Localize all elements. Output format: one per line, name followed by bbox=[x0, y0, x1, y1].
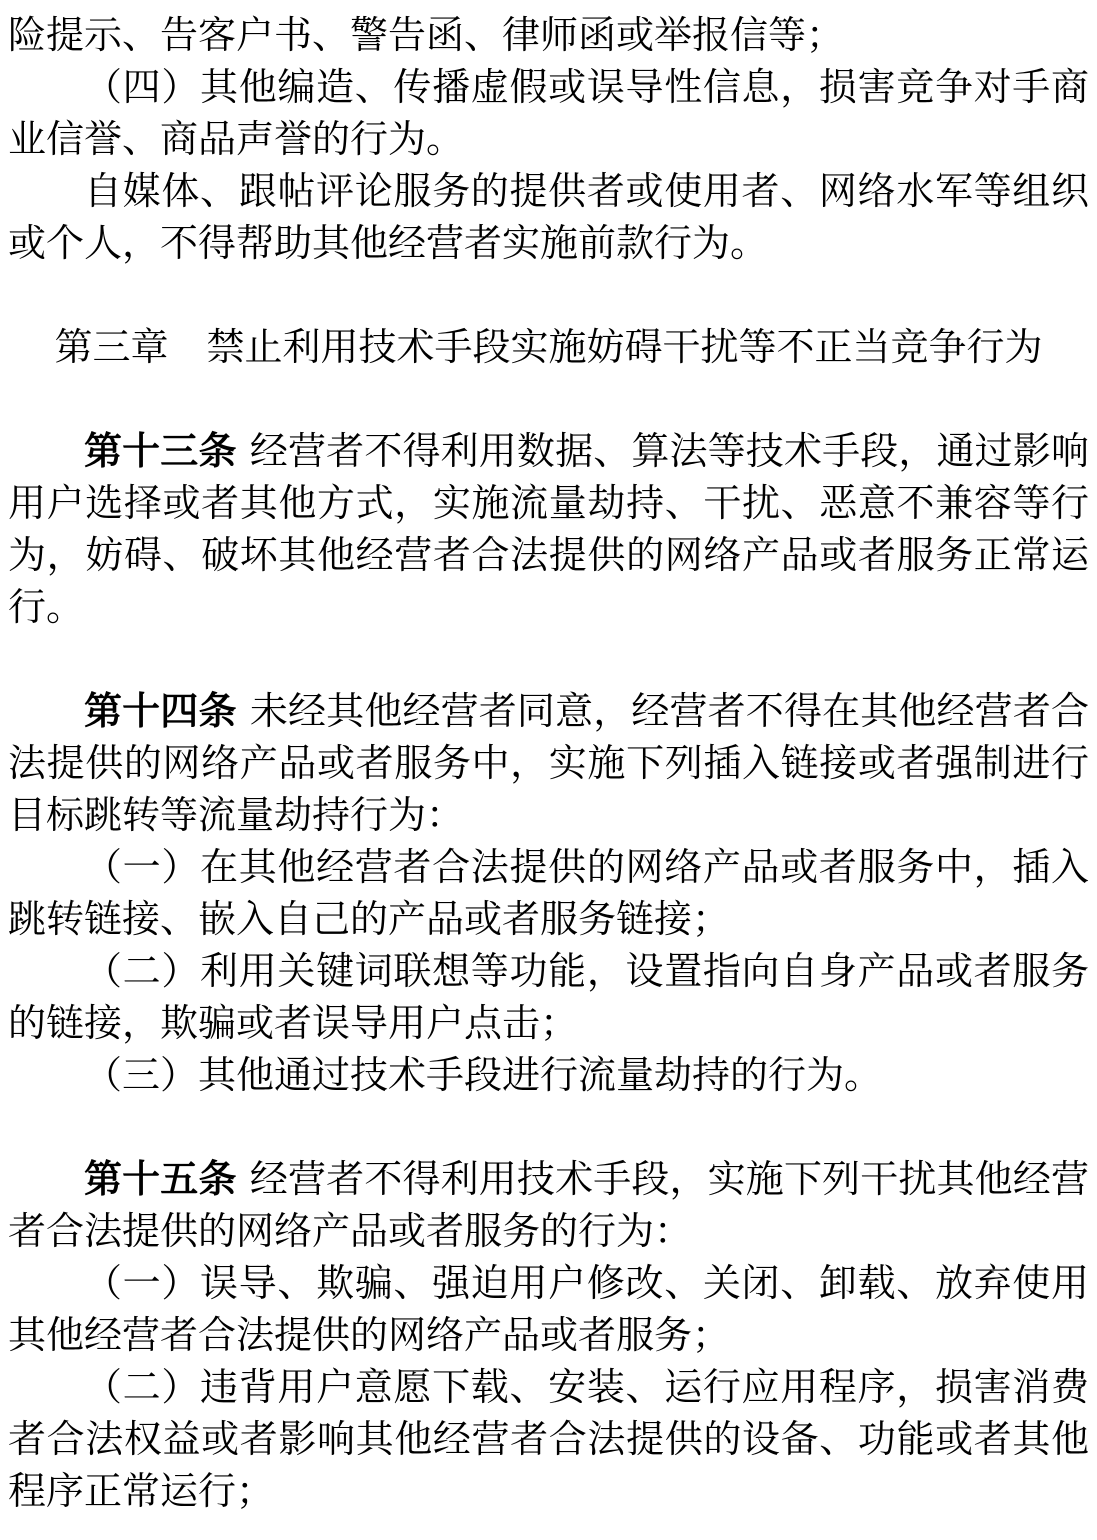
article-13-paragraph bbox=[8, 426, 1089, 634]
article-13-number: 第十三条 bbox=[84, 431, 237, 473]
paragraph-continuation: 险提示、告客户书、警告函、律师函或举报信等； bbox=[8, 15, 845, 57]
article-15-item-two: （二）违背用户意愿下载、安装、运行应用程序，损害消费者合法权益或者影响其他经营者合法提供的设备、功能或者其他程序正常运行； bbox=[8, 1367, 1089, 1513]
article-14-number: 第十四条 bbox=[84, 691, 237, 733]
article-13-text: 经营者不得利用数据、算法等技术手段，通过影响用户选择或者其他方式，实施流量劫持、干扰、恶意不兼容等行为，妨碍、破坏其他经营者合法提供的网络产品或者服务正常运行。 bbox=[8, 431, 1089, 629]
article-14-text: 未经其他经营者同意，经营者不得在其他经营者合法提供的网络产品或者服务中，实施下列插入链接或者强制进行目标跳转等流量劫持行为： bbox=[8, 691, 1089, 837]
article-15-item-one: （一）误导、欺骗、强迫用户修改、关闭、卸载、放弃使用其他经营者合法提供的网络产品或者服务； bbox=[8, 1263, 1089, 1357]
paragraph-item-four: （四）其他编造、传播虚假或误导性信息，损害竞争对手商业信誉、商品声誉的行为。 bbox=[8, 67, 1089, 161]
article-14-item-three: （三）其他通过技术手段进行流量劫持的行为。 bbox=[84, 1055, 883, 1097]
article-15-paragraph bbox=[8, 1154, 1089, 1258]
article-14-item-one: （一）在其他经营者合法提供的网络产品或者服务中，插入跳转链接、嵌入自己的产品或者服务链接； bbox=[8, 847, 1089, 941]
article-14-item-two: （二）利用关键词联想等功能，设置指向自身产品或者服务的链接，欺骗或者误导用户点击； bbox=[8, 951, 1089, 1045]
paragraph-self-media: 自媒体、跟帖评论服务的提供者或使用者、网络水军等组织或个人，不得帮助其他经营者实施前款行为。 bbox=[8, 171, 1089, 265]
article-15-number: 第十五条 bbox=[84, 1159, 237, 1201]
chapter-heading: 第三章 禁止利用技术手段实施妨碍干扰等不正当竞争行为 bbox=[54, 327, 1043, 369]
article-15-text: 经营者不得利用技术手段，实施下列干扰其他经营者合法提供的网络产品或者服务的行为： bbox=[8, 1159, 1089, 1253]
article-14-paragraph bbox=[8, 686, 1089, 842]
